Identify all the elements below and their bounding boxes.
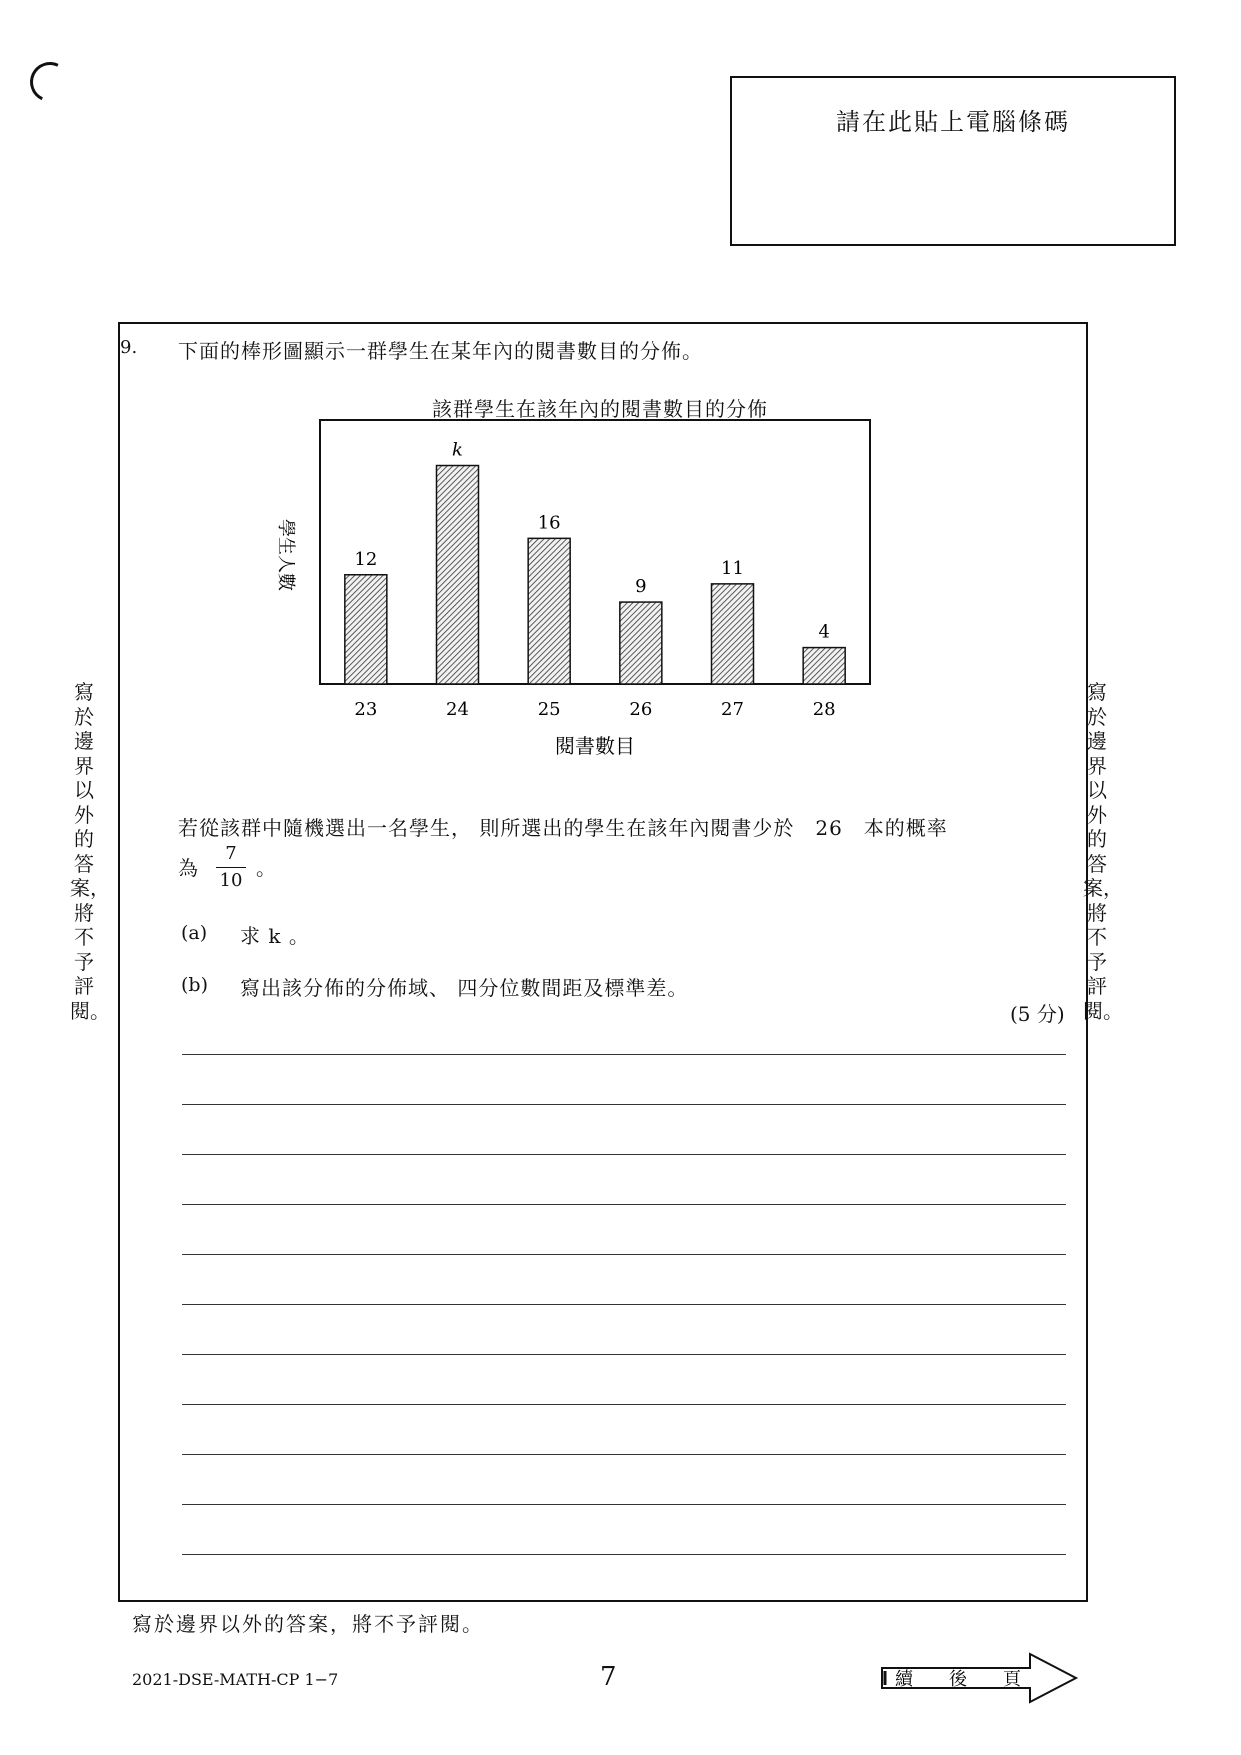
barcode-box xyxy=(730,76,1176,246)
paper-code: 2021-DSE-MATH-CP 1−7 xyxy=(132,1670,339,1689)
answer-line[interactable] xyxy=(182,1454,1066,1455)
side-note-left: 寫於邊界以外的答案，將不予評閱。 xyxy=(70,680,110,1023)
marks-allocation: (5 分) xyxy=(1010,1002,1065,1026)
condition-text: 若從該群中隨機選出一名學生， 則所選出的學生在該年內閱書少於 26 本的概率 xyxy=(178,816,948,840)
question-stem: 下面的棒形圖顯示一群學生在某年內的閱書數目的分佈。 xyxy=(178,339,703,363)
answer-line[interactable] xyxy=(182,1404,1066,1405)
condition-end: 。 xyxy=(256,856,276,880)
fraction-numerator: 7 xyxy=(216,843,246,868)
answer-line[interactable] xyxy=(182,1154,1066,1155)
side-note-right: 寫於邊界以外的答案，將不予評閱。 xyxy=(1083,680,1123,1023)
condition-wei: 為 xyxy=(178,856,198,880)
answer-line[interactable] xyxy=(182,1354,1066,1355)
probability-fraction xyxy=(216,843,246,891)
continue-label: 續 後 頁 xyxy=(895,1669,1021,1690)
data-label-24: k xyxy=(452,439,463,461)
part-b-text: 寫出該分佈的分佈域、 四分位數間距及標準差。 xyxy=(240,976,689,1000)
question-number: 9. xyxy=(120,337,138,358)
bottom-note: 寫於邊界以外的答案，將不予評閱。 xyxy=(132,1612,484,1636)
data-label-28: 4 xyxy=(818,621,830,643)
x-tick-label-24: 24 xyxy=(446,699,469,720)
bar-chart xyxy=(260,415,880,765)
bar-26 xyxy=(620,602,662,684)
barcode-label: 請在此貼上電腦條碼 xyxy=(836,108,1070,136)
part-a-text: 求 k 。 xyxy=(240,924,310,948)
x-tick-label-27: 27 xyxy=(721,699,744,720)
data-label-26: 9 xyxy=(635,576,647,598)
x-tick-label-26: 26 xyxy=(629,699,653,720)
x-tick-label-23: 23 xyxy=(354,699,378,720)
part-a-label: (a) xyxy=(181,922,208,944)
bar-25 xyxy=(528,538,570,684)
data-label-25: 16 xyxy=(537,512,561,534)
bar-23 xyxy=(345,575,387,684)
answer-line[interactable] xyxy=(182,1554,1066,1555)
bar-28 xyxy=(803,648,845,684)
x-tick-label-25: 25 xyxy=(537,699,561,720)
data-label-23: 12 xyxy=(354,548,378,570)
x-tick-label-28: 28 xyxy=(812,699,836,720)
continue-arrow-icon xyxy=(880,1648,1080,1708)
x-axis-label: 閱書數目 xyxy=(555,734,635,758)
data-label-27: 11 xyxy=(721,557,744,579)
bar-27 xyxy=(712,584,754,684)
binding-hole-mark xyxy=(24,56,75,107)
fraction-denominator: 10 xyxy=(219,869,243,891)
answer-line[interactable] xyxy=(182,1104,1066,1105)
bar-24 xyxy=(437,466,479,684)
plot-frame xyxy=(320,420,870,684)
answer-line[interactable] xyxy=(182,1204,1066,1205)
y-axis-label: 學生人數 xyxy=(275,519,296,591)
answer-line[interactable] xyxy=(182,1504,1066,1505)
page-number: 7 xyxy=(600,1662,617,1692)
answer-line[interactable] xyxy=(182,1254,1066,1255)
chart-title: 該群學生在該年內的閱書數目的分佈 xyxy=(432,397,768,421)
answer-line[interactable] xyxy=(182,1304,1066,1305)
part-b-label: (b) xyxy=(181,974,208,996)
answer-line[interactable] xyxy=(182,1054,1066,1055)
